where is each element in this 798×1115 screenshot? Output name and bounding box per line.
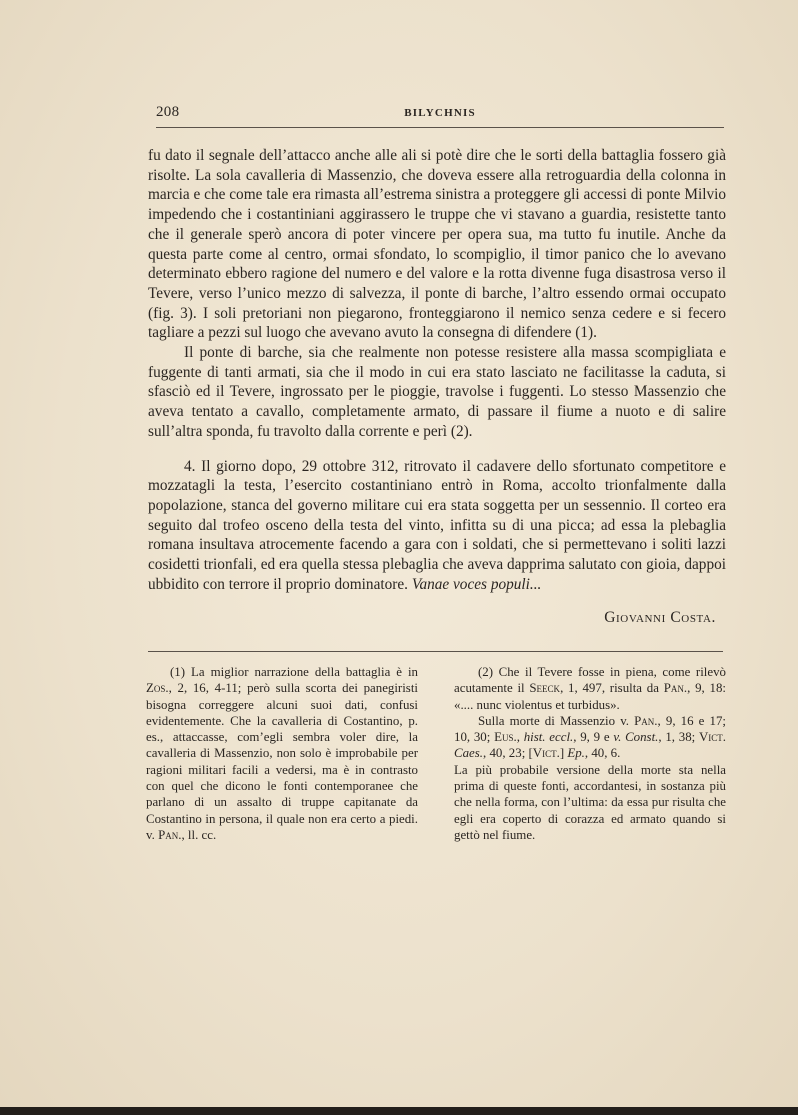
footnote-2-conclusion: La più probabile versione della morte sta nella prima di queste fonti, accordantesi, in sostanza più che nella forma, con l’ultima: da essa pur risulta che egli era coperto di corazza ed armato quando si gettò nel fiume.: [454, 762, 726, 842]
running-head: BILYCHNIS: [404, 107, 476, 119]
header-rule: [156, 127, 724, 128]
paragraph-3-text: 4. Il giorno dopo, 29 ottobre 312, ritrovato il cadavere dello sfortunato competitore e mozzatagli la testa, l’esercito costantiniano entrò in Roma, accolto trionfalmente dalla popolazione, stanca del governo militare cui era stata soggetta per un sessennio. Il corteo era seguito dal trofeo osceno della testa del vinto, infitta su di una picca; ad essa la plebaglia romana insultava atrocemente facendo a gara con i soldati, che si permettevano i soliti lazzi cosidetti trionfali, ed era quella stessa plebaglia che aveva dapprima salutato con gioia, dappoi ubbidito con terrore il proprio dominatore.: [148, 457, 726, 593]
paragraph-3: [148, 457, 726, 595]
scan-edge: [0, 1107, 798, 1115]
main-text: [148, 146, 726, 628]
footnote-2: [454, 664, 726, 843]
paragraph-1: fu dato il segnale dell’attacco anche alle ali si potè dire che le sorti della battaglia fossero già risolte. La sola cavalleria di Massenzio, che doveva essere alla retroguardia della colonna in marcia e che come tale era rimasta all’estrema sinistra a proteggere gli accessi di ponte Milvio impedendo che i costantiniani aggirassero le truppe che vi stavano a guardia, resistette tanto che il generale sperò ancora di poter vincere per opera sua, ma tutto fu inutile. Anche da questa parte come al centro, ormai sfondato, lo scompiglio, il timor panico che lo avevano determinato ebbero ragione del numero e del valore e la rotta divenne fuga disastrosa verso il Tevere, verso l’unico mezzo di salvezza, il ponte di barche, l’altro essendo ormai occupato (fig. 3). I soli pretoriani non piegarono, fronteggiarono il nemico senza cedere e si fecero tagliare a pezzi sul luogo che avevano avuto la consegna di difendere (1).: [148, 147, 726, 342]
author-signature: Giovanni Costa.: [604, 609, 716, 627]
footnote-1: [146, 664, 418, 843]
footnotes-rule: [148, 651, 723, 652]
page-header: [156, 104, 724, 124]
footnote-2-sources: Sulla morte di Massenzio v. Pan., 9, 16 e 17; 10, 30; Eus., hist. eccl., 9, 9 e v. Const., 1, 38; Vict. Caes., 40, 23; [Vict.] Ep., 40, 6.: [454, 713, 727, 761]
footnote-2-text: (2) Che il Tevere fosse in piena, come rilevò acutamente il Seeck, 1, 497, risulta da Pan., 9, 18: «.... nunc violentus et turbidus».: [454, 665, 727, 712]
latin-quote: Vanae voces populi...: [411, 575, 542, 593]
footnote-1-text: (1) La miglior narrazione della battaglia è in Zos., 2, 16, 4-11; però sulla scorta dei panegiristi bisogna correggere alcuni suoi dati, confusi evidentemente. Che la cavalleria di Costantino, p. es., attaccasse, com’egli sembra voler dire, la cavalleria di Massenzio, non solo è improbabile per ragioni militari facili a vedersi, ma è in contrasto con quel che dicono le fonti contemporanee che parlano di un assalto di truppe capitanate da Costantino in persona, il quale non era certo a piedi. v. Pan., ll. cc.: [146, 665, 418, 842]
page-number: 208: [156, 104, 180, 120]
paragraph-2: Il ponte di barche, sia che realmente non potesse resistere alla massa scompigliata e fuggente di tanti armati, sia che il modo in cui era stato lasciato ne facilitasse la caduta, si sfasciò ed il Tevere, ingrossato per le pioggie, travolse i fuggenti. Lo stesso Massenzio che aveva tentato a cavallo, completamente armato, di passare il fiume a nuoto e di salire sull’altra sponda, fu travolto dalla corrente e perì (2).: [148, 344, 726, 440]
